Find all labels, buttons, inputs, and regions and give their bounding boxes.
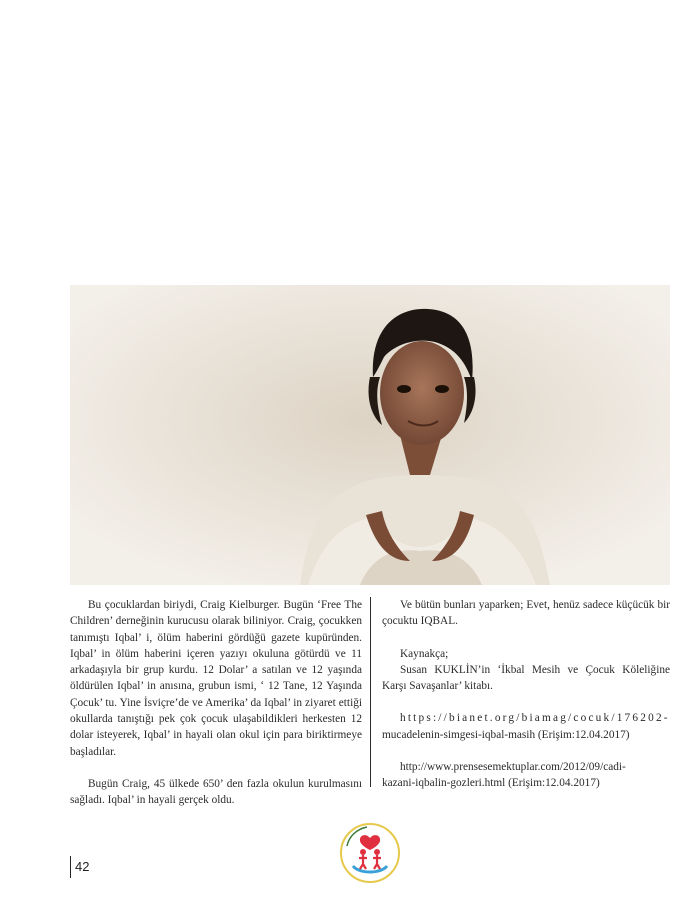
left-paragraph-1: Bu çocuklardan biriydi, Craig Kielburger. Bugün ‘Free The Children’ derneğinin kurucusu olarak biliniyor. Craig, çocukken tanımıştı Iqbal’ i, ölüm haberini gördüğü gazete kupüründen. Iqbal’ in ölüm haberini içeren yazıyı okuluna götürdü ve 11 arkadaşıyla bir grup kurdu. 12 Dolar’ a satılan ve 12 yaşında öldürülen Iqbal’ in anısına, grubun ismi, ‘ 12 Tane, 12 Yaşında Çocuk’ tu. Yine İsviçre’de ve Amerika’ da Iqbal’ in ziyaret ettiği okullarda tanıştığı pek çok çocuk ulaşabildikleri herkesten 12 dolar isteyerek, Iqbal’ in hayali olan okul için para biriktirmeye başladılar. — [70, 599, 362, 758]
right-column — [382, 597, 670, 792]
left-paragraph-2: Bugün Craig, 45 ülkede 650’ den fazla okulun kurulmasını sağladı. Iqbal’ in hayali gerçek oldu. — [70, 777, 362, 807]
column-divider — [370, 597, 371, 787]
children-charity-logo-icon — [339, 822, 401, 884]
page-number: 42 — [70, 856, 89, 878]
source-3-rest: kazani-iqbalin-gozleri.html (Erişim:12.04.2017) — [382, 777, 600, 790]
child-portrait-photo — [70, 285, 670, 585]
sources-heading: Kaynakça; — [400, 647, 449, 660]
source-2-rest: mucadelenin-simgesi-iqbal-masih (Erişim:12.04.2017) — [382, 728, 630, 741]
source-1: Susan KUKLİN’in ‘İkbal Mesih ve Çocuk Köleliğine Karşı Savaşanlar’ kitabı. — [382, 663, 670, 693]
source-2-url: https://bianet.org/biamag/cocuk/176202- — [400, 712, 670, 725]
photo-illustration — [70, 285, 670, 585]
right-paragraph-1: Ve bütün bunları yaparken; Evet, henüz sadece küçücük bir çocuktu IQBAL. — [382, 599, 670, 628]
source-3-url: http://www.prensesemektuplar.com/2012/09/cadi- — [400, 761, 626, 774]
left-column — [70, 597, 362, 809]
